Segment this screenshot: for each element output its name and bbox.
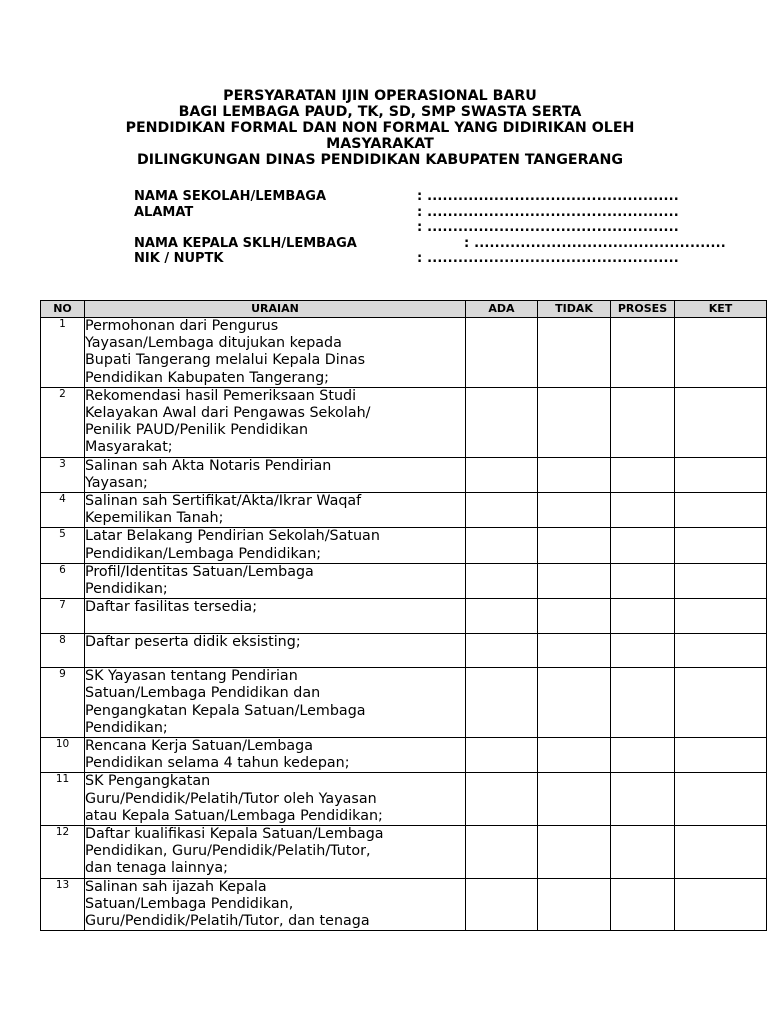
- table-header-row: [41, 301, 767, 318]
- tidak-cell[interactable]: [538, 826, 611, 879]
- table-row: [41, 387, 767, 457]
- tidak-cell[interactable]: [538, 878, 611, 931]
- field-fill-line: : .................................................: [417, 204, 679, 220]
- row-number: 8: [41, 634, 85, 668]
- row-number: 2: [41, 387, 85, 457]
- proses-cell[interactable]: [611, 563, 675, 598]
- table-row: [41, 563, 767, 598]
- table-row: [41, 634, 767, 668]
- table-row: [41, 318, 767, 388]
- ada-cell[interactable]: [466, 563, 538, 598]
- proses-cell[interactable]: [611, 773, 675, 826]
- ket-cell[interactable]: [675, 878, 767, 931]
- row-number: 5: [41, 528, 85, 563]
- field-label: NAMA SEKOLAH/LEMBAGA: [134, 189, 327, 204]
- field-fill-line: : .................................................: [417, 220, 679, 236]
- row-description: Latar Belakang Pendirian Sekolah/Satuan Pendidikan/Lembaga Pendidikan;: [85, 528, 466, 563]
- ada-cell[interactable]: [466, 387, 538, 457]
- row-description: Daftar fasilitas tersedia;: [85, 599, 466, 634]
- field-label: NIK / NUPTK: [134, 251, 224, 267]
- tidak-cell[interactable]: [538, 563, 611, 598]
- ada-cell[interactable]: [466, 493, 538, 528]
- row-number: 10: [41, 738, 85, 773]
- ada-cell[interactable]: [466, 668, 538, 738]
- table-row: [41, 738, 767, 773]
- ada-cell[interactable]: [466, 738, 538, 773]
- row-number: 1: [41, 318, 85, 388]
- field-nik-nuptk: [134, 251, 734, 267]
- row-number: 11: [41, 773, 85, 826]
- document-title: [60, 88, 700, 168]
- field-fill-line: : .................................................: [417, 189, 679, 204]
- field-school-name: [134, 189, 734, 205]
- row-description: Salinan sah ijazah Kepala Satuan/Lembaga Pendidikan, Guru/Pendidik/Pelatih/Tutor, dan tenaga: [85, 878, 466, 931]
- requirements-body: [41, 318, 767, 931]
- ket-cell[interactable]: [675, 668, 767, 738]
- row-number: 9: [41, 668, 85, 738]
- table-row: [41, 878, 767, 931]
- row-description: Rekomendasi hasil Pemeriksaan Studi Kelayakan Awal dari Pengawas Sekolah/ Penilik PAUD/Penilik Pendidikan Masyarakat;: [85, 387, 466, 457]
- row-description: SK Yayasan tentang Pendirian Satuan/Lembaga Pendidikan dan Pengangkatan Kepala Satuan/Lembaga Pendidikan;: [85, 668, 466, 738]
- table-row: [41, 599, 767, 634]
- ada-cell[interactable]: [466, 599, 538, 634]
- table-row: [41, 826, 767, 879]
- tidak-cell[interactable]: [538, 634, 611, 668]
- row-description: Salinan sah Akta Notaris Pendirian Yayasan;: [85, 457, 466, 492]
- ket-cell[interactable]: [675, 634, 767, 668]
- row-description: SK Pengangkatan Guru/Pendidik/Pelatih/Tutor oleh Yayasan atau Kepala Satuan/Lembaga Pendidikan;: [85, 773, 466, 826]
- header-proses: PROSES: [611, 301, 675, 318]
- header-no: NO: [41, 301, 85, 318]
- title-line: PENDIDIKAN FORMAL DAN NON FORMAL YANG DIDIRIKAN OLEH: [125, 120, 635, 136]
- table-row: [41, 457, 767, 492]
- row-description: Daftar peserta didik eksisting;: [85, 634, 466, 668]
- row-number: 13: [41, 878, 85, 931]
- ket-cell[interactable]: [675, 318, 767, 388]
- proses-cell[interactable]: [611, 493, 675, 528]
- proses-cell[interactable]: [611, 528, 675, 563]
- ada-cell[interactable]: [466, 528, 538, 563]
- requirements-table: [40, 300, 767, 931]
- field-fill-line: : .................................................: [464, 235, 726, 251]
- ada-cell[interactable]: [466, 634, 538, 668]
- ada-cell[interactable]: [466, 457, 538, 492]
- tidak-cell[interactable]: [538, 738, 611, 773]
- tidak-cell[interactable]: [538, 457, 611, 492]
- proses-cell[interactable]: [611, 826, 675, 879]
- tidak-cell[interactable]: [538, 668, 611, 738]
- ket-cell[interactable]: [675, 599, 767, 634]
- row-number: 6: [41, 563, 85, 598]
- ada-cell[interactable]: [466, 318, 538, 388]
- title-line: BAGI LEMBAGA PAUD, TK, SD, SMP SWASTA SERTA: [178, 104, 582, 120]
- ket-cell[interactable]: [675, 738, 767, 773]
- ket-cell[interactable]: [675, 826, 767, 879]
- row-number: 7: [41, 599, 85, 634]
- header-ket: KET: [675, 301, 767, 318]
- field-label: ALAMAT: [134, 204, 194, 220]
- row-number: 12: [41, 826, 85, 879]
- row-description: Daftar kualifikasi Kepala Satuan/Lembaga Pendidikan, Guru/Pendidik/Pelatih/Tutor, dan tenaga lainnya;: [85, 826, 466, 879]
- tidak-cell[interactable]: [538, 773, 611, 826]
- field-address-continued: [134, 220, 734, 236]
- row-number: 3: [41, 457, 85, 492]
- proses-cell[interactable]: [611, 318, 675, 388]
- tidak-cell[interactable]: [538, 493, 611, 528]
- proses-cell[interactable]: [611, 599, 675, 634]
- ada-cell[interactable]: [466, 826, 538, 879]
- row-description: Salinan sah Sertifikat/Akta/Ikrar Waqaf Kepemilikan Tanah;: [85, 493, 466, 528]
- proses-cell[interactable]: [611, 738, 675, 773]
- proses-cell[interactable]: [611, 668, 675, 738]
- field-address: [134, 205, 734, 221]
- title-line: MASYARAKAT: [326, 136, 434, 152]
- ket-cell[interactable]: [675, 457, 767, 492]
- tidak-cell[interactable]: [538, 387, 611, 457]
- ket-cell[interactable]: [675, 387, 767, 457]
- table-row: [41, 493, 767, 528]
- row-description: Profil/Identitas Satuan/Lembaga Pendidikan;: [85, 563, 466, 598]
- field-fill-line: : .................................................: [417, 251, 679, 267]
- proses-cell[interactable]: [611, 387, 675, 457]
- table-row: [41, 528, 767, 563]
- title-line: PERSYARATAN IJIN OPERASIONAL BARU: [223, 88, 537, 104]
- ada-cell[interactable]: [466, 878, 538, 931]
- row-number: 4: [41, 493, 85, 528]
- table-row: [41, 773, 767, 826]
- row-description: Permohonan dari Pengurus Yayasan/Lembaga ditujukan kepada Bupati Tangerang melalui Kepala Dinas Pendidikan Kabupaten Tangerang;: [85, 318, 466, 388]
- table-row: [41, 668, 767, 738]
- title-line: DILINGKUNGAN DINAS PENDIDIKAN KABUPATEN TANGERANG: [136, 152, 624, 168]
- identity-fields: [134, 189, 734, 267]
- header-ada: ADA: [466, 301, 538, 318]
- proses-cell[interactable]: [611, 634, 675, 668]
- proses-cell[interactable]: [611, 457, 675, 492]
- tidak-cell[interactable]: [538, 528, 611, 563]
- tidak-cell[interactable]: [538, 318, 611, 388]
- ada-cell[interactable]: [466, 773, 538, 826]
- ket-cell[interactable]: [675, 563, 767, 598]
- ket-cell[interactable]: [675, 528, 767, 563]
- header-tidak: TIDAK: [538, 301, 611, 318]
- proses-cell[interactable]: [611, 878, 675, 931]
- ket-cell[interactable]: [675, 773, 767, 826]
- field-principal-name: [134, 236, 734, 252]
- ket-cell[interactable]: [675, 493, 767, 528]
- field-label: NAMA KEPALA SKLH/LEMBAGA: [134, 235, 357, 251]
- header-uraian: URAIAN: [85, 301, 466, 318]
- tidak-cell[interactable]: [538, 599, 611, 634]
- row-description: Rencana Kerja Satuan/Lembaga Pendidikan selama 4 tahun kedepan;: [85, 738, 466, 773]
